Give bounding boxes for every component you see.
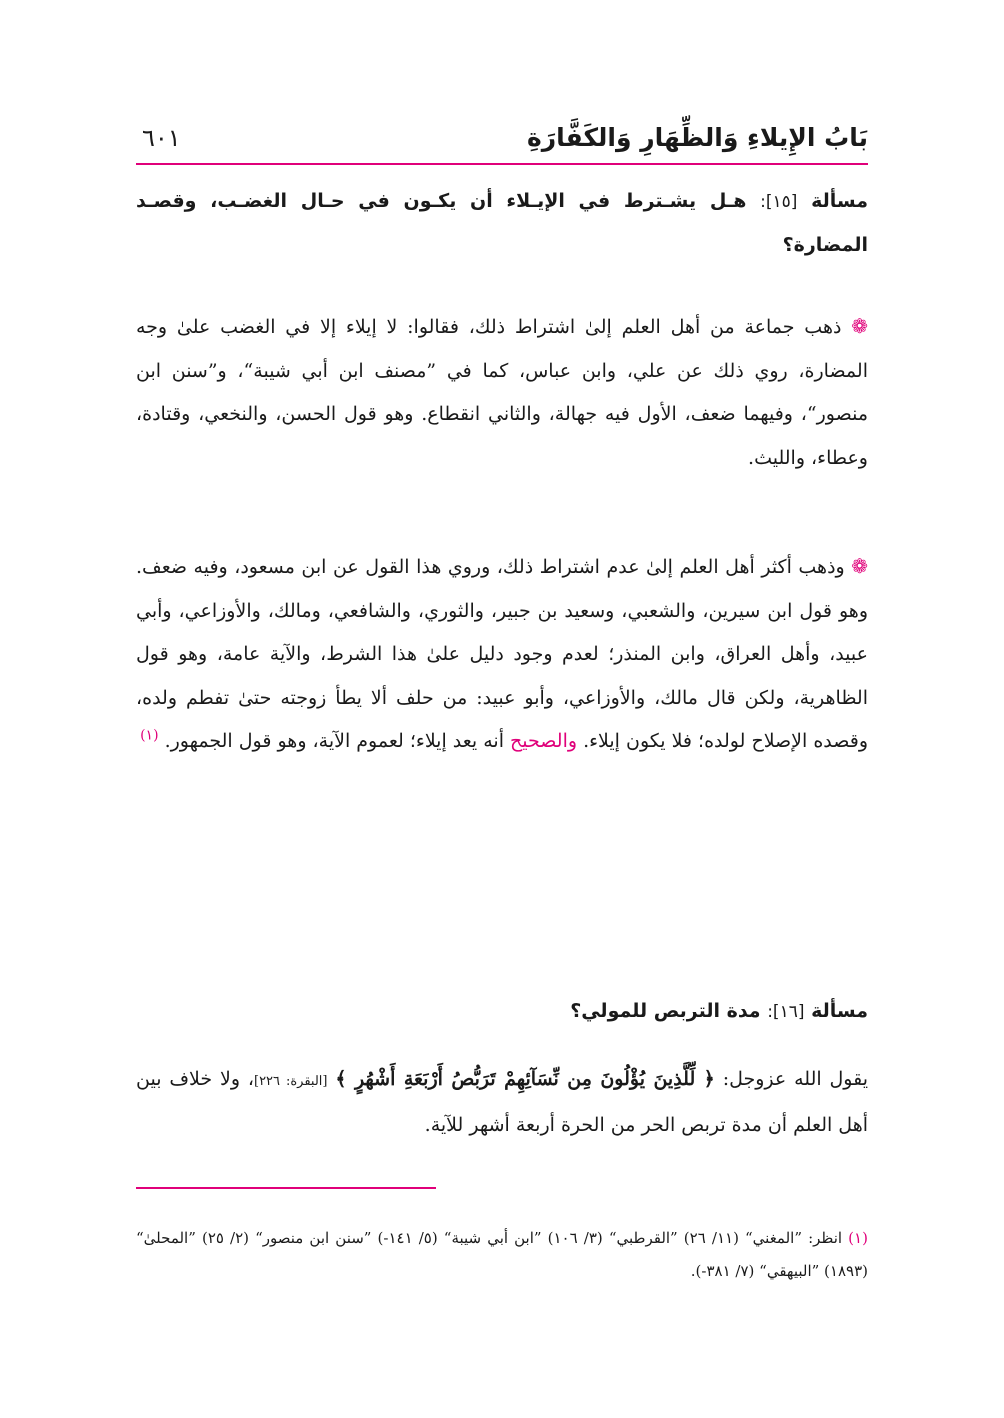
issue-question: مدة التربص للمولي؟ xyxy=(570,1000,761,1022)
footnote xyxy=(136,1222,868,1288)
footnote-number: (١) xyxy=(848,1229,868,1247)
paragraph-first-opinion xyxy=(136,305,868,480)
running-header xyxy=(136,118,868,162)
verse-intro: يقول الله عزوجل: xyxy=(722,1068,869,1090)
paragraph-second-opinion xyxy=(136,545,868,764)
page-number: ٦٠١ xyxy=(142,124,181,152)
paragraph-text: ذهب جماعة من أهل العلم إلىٰ اشتراط ذلك، فقالوا: لا إيلاء إلا في الغضب علىٰ وجه المضارة، روي ذلك عن علي، وابن عباس، كما في ”مصنف ابن أبي شيبة“، و”سنن ابن منصور“، وفيهما ضعف، الأول فيه جهالة، والثاني انقطاع. وهو قول الحسن، والنخعي، وقتادة، وعطاء، والليث. xyxy=(136,316,868,469)
issue-number: [١٦]: xyxy=(767,1002,805,1022)
issue-16-heading xyxy=(136,990,868,1034)
verse-reference: [البقرة: ٢٢٦] xyxy=(254,1074,328,1089)
footnote-divider xyxy=(136,1187,436,1189)
paragraph-quran-verse xyxy=(136,1058,868,1147)
issue-question: هـل يشـترط في الإيـلاء أن يكـون في حـال الغضـب، وقصـد المضارة؟ xyxy=(136,190,868,256)
paragraph-text: ، ولا خلاف بين أهل العلم أن مدة تربص الحر من الحرة أربعة أشهر للآية. xyxy=(136,1068,868,1136)
flower-bullet-icon: ❁ xyxy=(851,314,869,338)
header-divider xyxy=(136,163,868,165)
conclusion-text: أنه يعد إيلاء؛ لعموم الآية، وهو قول الجمهور. xyxy=(164,730,504,752)
quran-verse: ﴿ لِّلَّذِينَ يُؤْلُونَ مِن نِّسَآئِهِمْ تَرَبُّصُ أَرْبَعَةِ أَشْهُرٍ ﴾ xyxy=(335,1068,715,1090)
flower-bullet-icon: ❁ xyxy=(851,554,868,578)
issue-label: مسألة xyxy=(811,190,868,212)
sahih-term: والصحيح xyxy=(510,730,578,752)
issue-15-heading xyxy=(136,180,868,267)
footnote-reference[interactable]: (١) xyxy=(140,727,159,744)
book-page xyxy=(136,0,868,1418)
issue-label: مسألة xyxy=(811,1000,868,1022)
chapter-title: بَابُ الإِيلاءِ وَالظِّهَارِ وَالكَفَّارَةِ xyxy=(526,123,868,152)
paragraph-text: وذهب أكثر أهل العلم إلىٰ عدم اشتراط ذلك، وروي هذا القول عن ابن مسعود، وفيه ضعف. وهو قول ابن سيرين، والشعبي، وسعيد بن جبير، والثوري، والشافعي، ومالك، والأوزاعي، وأبي عبيد، وأهل العراق، وابن المنذر؛ لعدم وجود دليل علىٰ هذا الشرط، والآية عامة، وهو قول الظاهرية، ولكن قال مالك، والأوزاعي، وأبو عبيد: من حلف ألا يطأ زوجته حتىٰ تفطم ولده، وقصده الإصلاح لولده؛ فلا يكون إيلاء. xyxy=(136,556,868,752)
issue-number: [١٥]: xyxy=(760,192,798,212)
footnote-text: انظر: ”المغني“ (١١/ ٢٦) ”القرطبي“ (٣/ ١٠٦) ”ابن أبي شيبة“ (٥/ ١٤١-) ”سنن ابن منصور“ (٢/ ٢٥) ”المحلىٰ“ (١٨٩٣) ”البيهقي“ (٧/ ٣٨١-). xyxy=(136,1229,868,1280)
